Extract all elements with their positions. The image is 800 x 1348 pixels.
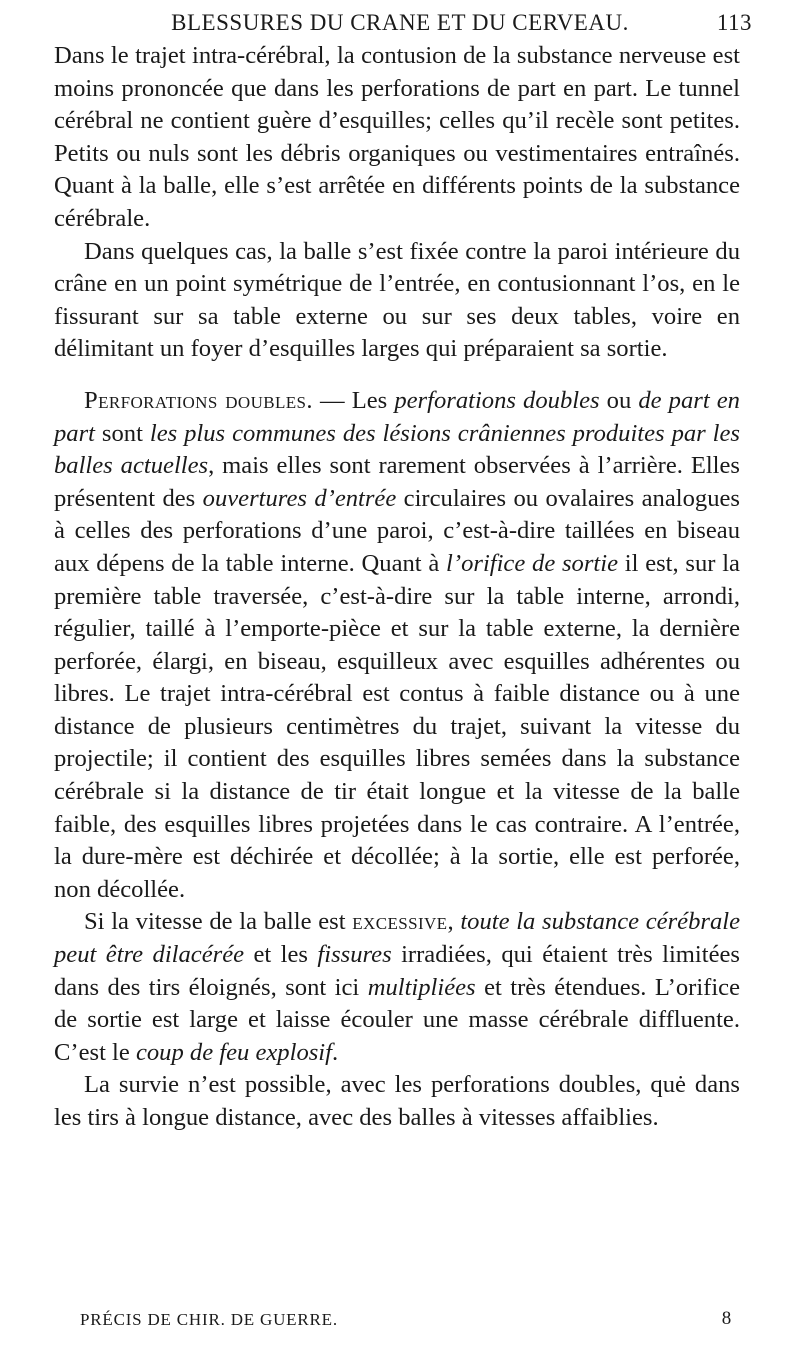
signature-mark: 8 (721, 1308, 732, 1329)
text-run: Dans le trajet intra-cérébral, la contusion de la substance nerveuse est moins prononcée que dans les perforations de part en part. Le tunnel cérébral ne contient guère d’esquilles; celles qu’il recèle sont petites. Petits ou nuls sont les débris organiques ou vestimentaires entraînés. Quant à la balle, elle s’est arrêtée en différents points de la substance cérébrale. (54, 42, 740, 232)
text-run: , (447, 908, 461, 936)
body-text (54, 40, 740, 1135)
page-number: 113 (716, 10, 752, 35)
italic-run: perforations doubles (394, 386, 600, 414)
paragraph (54, 906, 740, 1069)
paragraph (54, 236, 740, 366)
running-header (0, 8, 800, 42)
text-run: ou (599, 386, 639, 414)
text-run: et très étendues. L’orifice de sortie est large et laisse écouler une masse cérébrale diffluente. C’est le (54, 973, 741, 1066)
text-run: irradiées, qui étaient très limitées dans des tirs éloignés, sont ici (54, 941, 740, 1001)
text-run: Si la vitesse de la balle est (84, 908, 353, 936)
text-run: , mais elles sont rarement observées à l’arrière. Elles présentent des (54, 452, 740, 512)
paragraph (54, 40, 740, 236)
italic-run: multipliées (367, 973, 476, 1001)
italic-run: de part en part (54, 386, 740, 447)
running-title: BLESSURES DU CRANE ET DU CERVEAU. (171, 10, 629, 35)
paragraph (54, 1069, 740, 1134)
text-run: sont (95, 419, 150, 447)
text-run: La survie n’est possible, avec les perforations doubles, quė dans les tirs à longue distance, avec des balles à vitesses affaiblies. (54, 1071, 740, 1131)
text-run: il est, sur la première table traversée, c’est-à-dire sur la table interne, arrondi, régulier, taillé à l’emporte-pièce et sur la table externe, la dernière perforée, élargi, en biseau, esquilleux avec esquilles adhérentes ou libres. Le trajet intra-cérébral est contus à faible distance ou à une distance de plusieurs centimètres du trajet, suivant la vitesse du projectile; il contient des esquilles libres semées dans la substance cérébrale si la distance de tir était longue et la vitesse de la balle faible, des esquilles libres projetées dans le cas contraire. A l’entrée, la dure-mère est déchirée et décollée; à la sortie, elle est perforée, non décollée. (54, 549, 740, 903)
small-caps-run: excessive (352, 908, 448, 936)
text-run: et les (244, 941, 318, 969)
italic-run: toute la substance cérébrale peut être dilacérée (54, 908, 740, 969)
italic-run: coup de feu explosif (135, 1038, 332, 1066)
text-run: — Les (312, 386, 395, 414)
italic-run: les plus communes des lésions crâniennes produites par les balles actuelles (54, 419, 740, 480)
italic-run: ouvertures d’entrée (202, 484, 397, 512)
section-paragraph-perforations-doubles (54, 385, 740, 907)
italic-run: l’orifice de sortie (446, 549, 619, 577)
text-run: circulaires ou ovalaires analogues à celles des perforations d’une paroi, c’est-à-dire taillées en biseau aux dépens de la table interne. Quant à (54, 484, 740, 577)
text-run: Dans quelques cas, la balle s’est fixée contre la paroi intérieure du crâne en un point symétrique de l’entrée, en contusionnant l’os, en le fissurant sur sa table externe ou sur ses deux tables, voire en délimitant un foyer d’esquilles larges qui préparaient sa sortie. (54, 237, 740, 363)
italic-run: fissures (317, 941, 392, 969)
text-run: . (331, 1038, 339, 1066)
footer-book-title: PRÉCIS DE CHIR. DE GUERRE. (80, 1310, 338, 1329)
signature-footer (54, 1310, 740, 1338)
small-caps-run: Perforations doubles. (84, 386, 313, 414)
